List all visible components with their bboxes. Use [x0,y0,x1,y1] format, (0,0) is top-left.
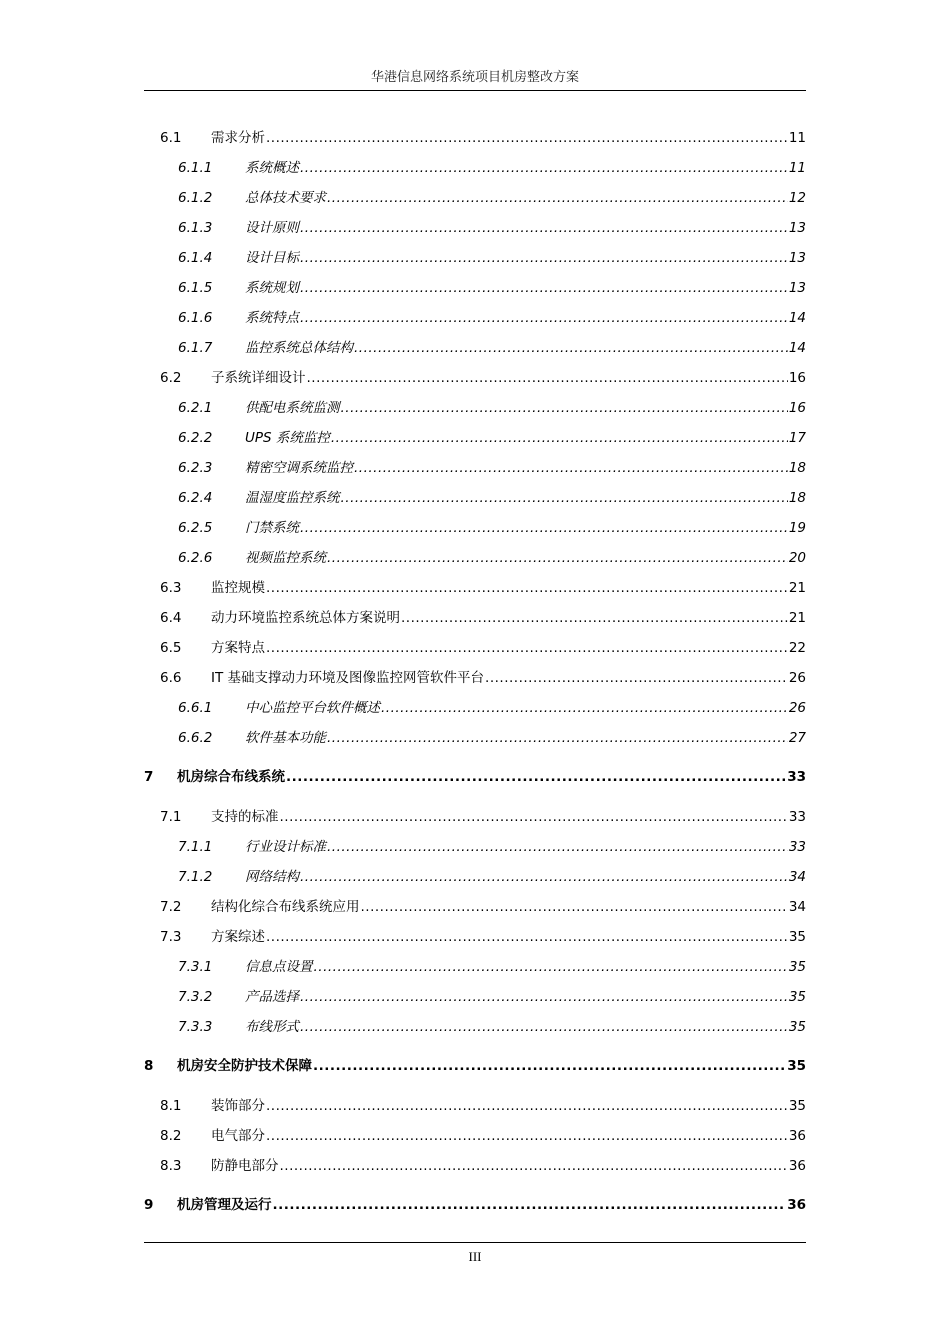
toc-entry-6-2[interactable] [160,369,806,387]
toc-page: 34 [788,899,806,915]
dot-leader [300,988,788,1006]
toc-number: 6.2.5 [178,520,213,536]
toc-page: 21 [788,610,806,626]
toc-number: 6.1.7 [178,340,213,356]
footer-rule [144,1242,806,1243]
dot-leader [273,1196,787,1214]
toc-entry-6-1-5[interactable] [178,279,806,297]
toc-entry-7-2[interactable] [160,898,806,916]
toc-title: 中心监控平台软件概述 [245,700,380,716]
dot-leader [354,459,788,477]
dot-leader [327,189,788,207]
toc-page: 14 [788,340,806,356]
toc-entry-6-1-2[interactable] [178,189,806,207]
toc-number: 8.1 [160,1098,182,1114]
toc-number: 6.2 [160,370,182,386]
toc-title: 供配电系统监测 [245,400,340,416]
dot-leader [300,519,788,537]
toc-title: 动力环境监控系统总体方案说明 [211,610,400,626]
toc-entry-6-6-2[interactable] [178,729,806,747]
toc-number: 8.3 [160,1158,182,1174]
toc-entry-6-2-3[interactable] [178,459,806,477]
toc-title: 产品选择 [245,989,299,1005]
dot-leader [307,369,788,387]
toc-title: 系统概述 [245,160,299,176]
toc-title: 设计目标 [245,250,299,266]
dot-leader [381,699,788,717]
toc-page: 13 [788,220,806,236]
dot-leader [314,958,788,976]
toc-title: 结构化综合布线系统应用 [211,899,360,915]
toc-page: 13 [788,280,806,296]
dot-leader [286,768,786,786]
toc-title: 网络结构 [245,869,299,885]
toc-number: 6.1.5 [178,280,213,296]
toc-title: 行业设计标准 [245,839,326,855]
dot-leader [327,549,788,567]
dot-leader [327,838,788,856]
toc-page: 14 [788,310,806,326]
toc-title: 需求分析 [211,130,265,146]
toc-entry-6-2-2[interactable] [178,429,806,447]
toc-entry-8-2[interactable] [160,1127,806,1145]
toc-number: 7.3 [160,929,182,945]
toc-number: 9 [144,1197,154,1213]
toc-page: 16 [788,370,806,386]
toc-title: 温湿度监控系统 [245,490,340,506]
toc-entry-8[interactable] [144,1057,806,1075]
dot-leader [485,669,788,687]
toc-page: 11 [788,160,806,176]
toc-page: 21 [788,580,806,596]
dot-leader [354,339,788,357]
toc-entry-6-2-6[interactable] [178,549,806,567]
toc-page: 33 [788,809,806,825]
toc-entry-6-2-4[interactable] [178,489,806,507]
document-header-title: 华港信息网络系统项目机房整改方案 [370,70,579,85]
toc-number: 6.1.6 [178,310,213,326]
toc-page: 33 [787,769,806,785]
dot-leader [341,399,788,417]
toc-entry-6-1-7[interactable] [178,339,806,357]
toc-title: 精密空调系统监控 [245,460,353,476]
toc-entry-7-1-1[interactable] [178,838,806,856]
toc-entry-7-3-3[interactable] [178,1018,806,1036]
toc-entry-6-1[interactable] [160,129,806,147]
toc-entry-6-4[interactable] [160,609,806,627]
toc-title: 监控系统总体结构 [245,340,353,356]
toc-number: 7.1.2 [178,869,213,885]
toc-entry-6-5[interactable] [160,639,806,657]
dot-leader [266,1127,788,1145]
toc-number: 7.1 [160,809,182,825]
dot-leader [300,279,788,297]
toc-number: 6.1.3 [178,220,213,236]
toc-title: IT 基础支撑动力环境及图像监控网管软件平台 [211,670,485,686]
toc-entry-6-1-4[interactable] [178,249,806,267]
toc-number: 6.6 [160,670,182,686]
toc-title: 机房综合布线系统 [177,769,285,785]
dot-leader [300,219,788,237]
dot-leader [300,249,788,267]
dot-leader [341,489,788,507]
toc-title: 方案特点 [211,640,265,656]
toc-entry-6-6[interactable] [160,669,806,687]
toc-page: 18 [788,490,806,506]
toc-entry-9[interactable] [144,1196,806,1214]
toc-title: 机房安全防护技术保障 [177,1058,312,1074]
toc-page: 36 [788,1158,806,1174]
dot-leader [300,868,788,886]
dot-leader [266,129,788,147]
toc-title: 支持的标准 [211,809,279,825]
dot-leader [280,808,788,826]
dot-leader [300,1018,788,1036]
toc-title: 设计原则 [245,220,299,236]
toc-entry-6-1-1[interactable] [178,159,806,177]
dot-leader [300,309,788,327]
toc-title: 防静电部分 [211,1158,279,1174]
toc-entry-8-1[interactable] [160,1097,806,1115]
toc-page: 33 [788,839,806,855]
toc-page: 18 [788,460,806,476]
toc-entry-7[interactable] [144,768,806,786]
toc-number: 7.3.2 [178,989,213,1005]
toc-title: 子系统详细设计 [211,370,306,386]
toc-number: 8.2 [160,1128,182,1144]
toc-page: 35 [788,989,806,1005]
toc-page: 16 [788,400,806,416]
dot-leader [401,609,788,627]
toc-number: 6.5 [160,640,182,656]
toc-entry-7-3-1[interactable] [178,958,806,976]
toc-number: 6.3 [160,580,182,596]
toc-number: 6.2.1 [178,400,213,416]
toc-page: 26 [788,700,806,716]
toc-number: 7 [144,769,154,785]
dot-leader [361,898,788,916]
toc-number: 6.2.2 [178,430,213,446]
page-number: III [468,1249,482,1264]
toc-title: 方案综述 [211,929,265,945]
toc-page: 35 [788,1098,806,1114]
toc-number: 6.2.6 [178,550,213,566]
toc-number: 7.2 [160,899,182,915]
toc-number: 6.6.1 [178,700,213,716]
toc-page: 36 [787,1197,806,1213]
toc-title: 软件基本功能 [245,730,326,746]
toc-entry-7-1-2[interactable] [178,868,806,886]
toc-number: 6.2.4 [178,490,213,506]
toc-page: 20 [788,550,806,566]
toc-page: 34 [788,869,806,885]
toc-number: 6.1.4 [178,250,213,266]
toc-title: 电气部分 [211,1128,265,1144]
toc-page: 13 [788,250,806,266]
toc-page: 35 [788,959,806,975]
dot-leader [280,1157,788,1175]
toc-page: 19 [788,520,806,536]
toc-number: 6.6.2 [178,730,213,746]
toc-entry-6-1-6[interactable] [178,309,806,327]
dot-leader [266,928,788,946]
toc-number: 6.4 [160,610,182,626]
toc-entry-6-2-5[interactable] [178,519,806,537]
dot-leader [313,1057,786,1075]
toc-page: 35 [787,1058,806,1074]
toc-entry-8-3[interactable] [160,1157,806,1175]
toc-title: 系统规划 [245,280,299,296]
toc-title: 装饰部分 [211,1098,265,1114]
toc-title: UPS 系统监控 [245,430,330,446]
toc-entry-7-3-2[interactable] [178,988,806,1006]
toc-entry-6-1-3[interactable] [178,219,806,237]
toc-title: 视频监控系统 [245,550,326,566]
toc-entry-6-6-1[interactable] [178,699,806,717]
toc-title: 机房管理及运行 [177,1197,272,1213]
dot-leader [331,429,788,447]
toc-entry-7-1[interactable] [160,808,806,826]
toc-entry-7-3[interactable] [160,928,806,946]
dot-leader [300,159,788,177]
toc-number: 7.1.1 [178,839,213,855]
toc-page: 12 [788,190,806,206]
toc-page: 26 [788,670,806,686]
toc-entry-6-3[interactable] [160,579,806,597]
toc-title: 总体技术要求 [245,190,326,206]
toc-number: 7.3.3 [178,1019,213,1035]
dot-leader [266,579,788,597]
toc-page: 27 [788,730,806,746]
toc-entry-6-2-1[interactable] [178,399,806,417]
toc-number: 6.1.2 [178,190,213,206]
dot-leader [266,639,788,657]
toc-number: 6.2.3 [178,460,213,476]
toc-number: 7.3.1 [178,959,213,975]
toc-title: 门禁系统 [245,520,299,536]
toc-title: 布线形式 [245,1019,299,1035]
toc-page: 11 [788,130,806,146]
toc-title: 监控规模 [211,580,265,596]
toc-number: 6.1 [160,130,182,146]
toc-number: 8 [144,1058,154,1074]
toc-page: 36 [788,1128,806,1144]
toc-title: 信息点设置 [245,959,313,975]
toc-title: 系统特点 [245,310,299,326]
toc-number: 6.1.1 [178,160,213,176]
dot-leader [327,729,788,747]
toc-page: 22 [788,640,806,656]
toc-page: 17 [788,430,806,446]
dot-leader [266,1097,788,1115]
toc-page: 35 [788,1019,806,1035]
toc-page: 35 [788,929,806,945]
